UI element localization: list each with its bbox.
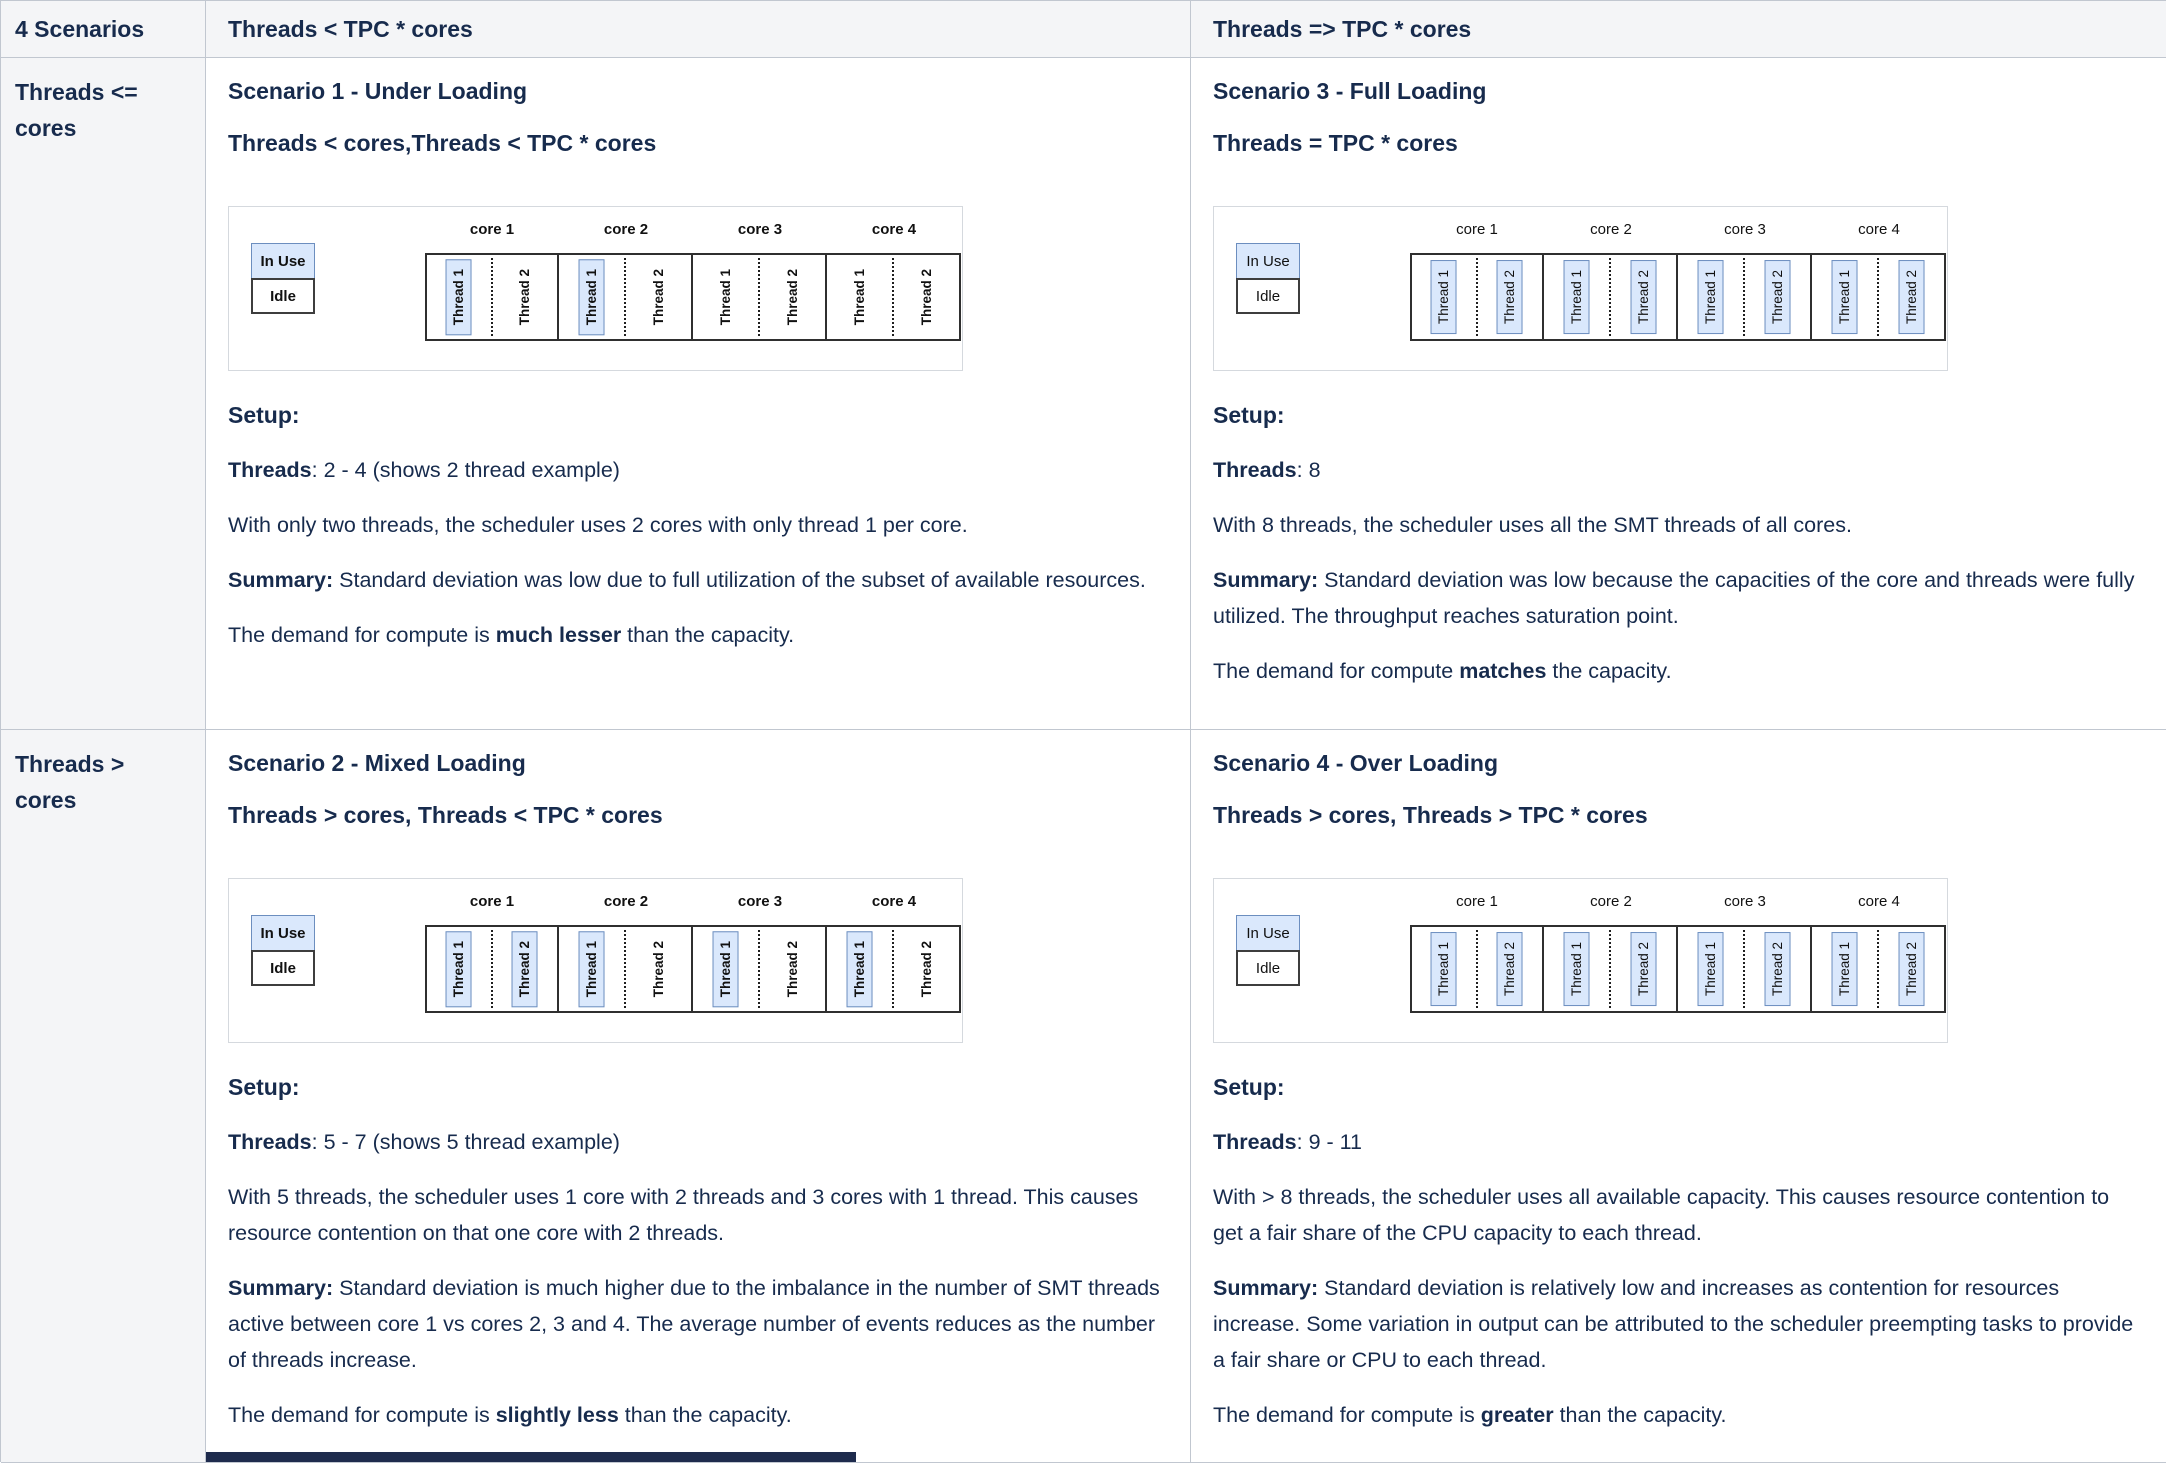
thread-in-use: Thread 2 [512,931,538,1007]
legend-idle: Idle [1236,950,1300,986]
summary-line [1213,562,2142,634]
demand-emphasis: slightly less [495,1403,619,1427]
core-label: core 4 [871,893,917,910]
thread-idle: Thread 2 [784,940,800,998]
core-box [1410,925,1544,1013]
core-column [1812,221,1946,341]
core-box [1410,253,1544,341]
core-label: core 3 [737,221,783,238]
core-label: core 2 [1590,893,1632,910]
thread-in-use: Thread 1 [579,931,605,1007]
legend-idle: Idle [251,950,315,986]
thread-in-use: Thread 1 [1431,932,1457,1006]
setup-label: Setup: [228,402,300,428]
core-box [1542,253,1678,341]
core-box [1542,925,1678,1013]
core-column [425,893,559,1013]
core-label: core 2 [603,893,649,910]
core-column [693,893,827,1013]
thread-idle: Thread 2 [918,268,934,326]
thread-in-use: Thread 1 [1431,260,1457,334]
threads-label: Threads [1213,1130,1297,1154]
diagram-legend [1236,243,1300,314]
core-box [557,253,693,341]
core-box [425,253,559,341]
core-label: core 1 [469,221,515,238]
table-header-scenarios: 4 Scenarios [1,1,206,58]
diagram-legend [251,243,315,314]
setup-label: Setup: [1213,402,1285,428]
thread-idle: Thread 2 [650,940,666,998]
core-column [1678,893,1812,1013]
summary-line [228,562,1166,598]
diagram-legend [1236,915,1300,986]
thread-in-use: Thread 1 [579,259,605,335]
core-label: core 3 [1724,893,1766,910]
threads-value: : 9 - 11 [1296,1130,1362,1154]
scenario-description: With > 8 threads, the scheduler uses all available capacity. This causes resource contention to get a fair share of the CPU capacity to each thread. [1213,1185,2110,1245]
scenario-description: With only two threads, the scheduler uses 2 cores with only thread 1 per core. [228,513,968,537]
summary-label: Summary: [228,568,334,592]
core-column [693,221,827,341]
core-column [1410,893,1544,1013]
threads-line [228,452,1166,488]
threads-line [228,1124,1166,1160]
core-label: core 2 [1590,221,1632,238]
core-box [1810,253,1946,341]
thread-in-use: Thread 1 [1698,932,1724,1006]
setup-label: Setup: [1213,1074,1285,1100]
core-box [691,253,827,341]
core-column [1410,221,1544,341]
threads-value: : 2 - 4 (shows 2 thread example) [311,458,620,482]
demand-line: The demand for compute is much lesser than the capacity. [228,623,795,647]
core-column [827,221,961,341]
core-box [1676,253,1812,341]
core-column [559,221,693,341]
thread-in-use: Thread 1 [847,931,873,1007]
thread-in-use: Thread 2 [1497,932,1523,1006]
cores-row [1410,893,1946,1013]
thread-in-use: Thread 1 [1832,932,1858,1006]
summary-text: Standard deviation was low because the capacities of the core and threads were fully utilized. The throughput reaches saturation point. [1213,568,2135,628]
summary-line [1213,1270,2142,1378]
threads-value: : 8 [1296,458,1321,482]
table-header-threads-ge: Threads => TPC * cores [1191,1,2166,58]
thread-in-use: Thread 1 [446,259,472,335]
scenario-3-cell [1191,58,2166,730]
summary-line [228,1270,1166,1378]
core-column [425,221,559,341]
core-box [691,925,827,1013]
core-label: core 4 [871,221,917,238]
core-column [827,893,961,1013]
thread-in-use: Thread 2 [1899,260,1925,334]
thread-idle: Thread 1 [851,268,867,326]
demand-line: The demand for compute is slightly less than the capacity. [228,1403,792,1427]
core-label: core 2 [603,221,649,238]
scenario-description: With 8 threads, the scheduler uses all the SMT threads of all cores. [1213,513,1852,537]
demand-emphasis: matches [1459,659,1547,683]
core-box [825,925,961,1013]
summary-label: Summary: [1213,1276,1319,1300]
thread-idle: Thread 2 [918,940,934,998]
core-label: core 4 [1858,221,1900,238]
thread-in-use: Thread 1 [1832,260,1858,334]
threads-line [1213,1124,2142,1160]
scenario-2-cell [206,730,1191,1463]
scenario-1-cell [206,58,1191,730]
legend-in-use: In Use [251,243,315,279]
thread-in-use: Thread 2 [1899,932,1925,1006]
core-label: core 1 [1456,893,1498,910]
core-box [1676,925,1812,1013]
summary-text: Standard deviation is relatively low and increases as contention for resources increase. Some variation in output can be attributed to the scheduler preempting tasks to provide a fair share or CPU to each thread. [1213,1276,2134,1372]
cores-row [1410,221,1946,341]
smt-thread-diagram-3 [1213,206,1948,371]
demand-emphasis: much lesser [495,623,622,647]
setup-label: Setup: [228,1074,300,1100]
thread-in-use: Thread 2 [1631,932,1657,1006]
summary-label: Summary: [1213,568,1319,592]
scenario-4-cell [1191,730,2166,1463]
summary-text: Standard deviation is much higher due to the imbalance in the number of SMT threads active between core 1 vs cores 2, 3 and 4. The average number of events reduces as the number of threads increase. [228,1276,1160,1372]
core-column [559,893,693,1013]
demand-line: The demand for compute matches the capacity. [1213,659,1672,683]
thread-in-use: Thread 2 [1497,260,1523,334]
thread-idle: Thread 2 [650,268,666,326]
thread-in-use: Thread 2 [1631,260,1657,334]
legend-idle: Idle [251,278,315,314]
threads-label: Threads [1213,458,1297,482]
scenario-2-title: Scenario 2 - Mixed Loading [228,750,526,776]
legend-in-use: In Use [251,915,315,951]
thread-in-use: Thread 2 [1765,260,1791,334]
diagram-legend [251,915,315,986]
threads-label: Threads [228,458,312,482]
core-column [1544,893,1678,1013]
demand-emphasis: greater [1480,1403,1554,1427]
threads-value: : 5 - 7 (shows 5 thread example) [311,1130,620,1154]
scenario-4-title: Scenario 4 - Over Loading [1213,750,1499,776]
threads-line [1213,452,2142,488]
core-label: core 4 [1858,893,1900,910]
core-column [1678,221,1812,341]
core-label: core 1 [469,893,515,910]
scenario-4-condition: Threads > cores, Threads > TPC * cores [1213,802,1648,828]
demand-line: The demand for compute is greater than the capacity. [1213,1403,1727,1427]
scenario-1-condition: Threads < cores,Threads < TPC * cores [228,130,657,156]
core-label: core 3 [1724,221,1766,238]
threads-label: Threads [228,1130,312,1154]
core-column [1544,221,1678,341]
thread-idle: Thread 2 [517,268,533,326]
thread-idle: Thread 1 [717,268,733,326]
thread-in-use: Thread 1 [1564,260,1590,334]
core-box [1810,925,1946,1013]
summary-text: Standard deviation was low due to full utilization of the subset of available resources. [333,568,1146,592]
scenario-3-condition: Threads = TPC * cores [1213,130,1458,156]
cut-off-next-block [206,1452,856,1462]
scenario-2-condition: Threads > cores, Threads < TPC * cores [228,802,663,828]
thread-in-use: Thread 1 [1698,260,1724,334]
core-box [557,925,693,1013]
scenario-1-title: Scenario 1 - Under Loading [228,78,528,104]
core-label: core 3 [737,893,783,910]
row-label-threads-gt-cores: Threads > cores [1,730,206,1463]
scenario-3-title: Scenario 3 - Full Loading [1213,78,1487,104]
thread-in-use: Thread 1 [446,931,472,1007]
table-header-threads-lt: Threads < TPC * cores [206,1,1191,58]
scenario-description: With 5 threads, the scheduler uses 1 core with 2 threads and 3 cores with 1 thread. This causes resource contention on that one core with 2 threads. [228,1185,1139,1245]
thread-in-use: Thread 1 [1564,932,1590,1006]
legend-in-use: In Use [1236,915,1300,951]
cores-row [425,893,961,1013]
thread-idle: Thread 2 [784,268,800,326]
smt-thread-diagram-1 [228,206,963,371]
cores-row [425,221,961,341]
core-box [825,253,961,341]
thread-in-use: Thread 2 [1765,932,1791,1006]
thread-in-use: Thread 1 [713,931,739,1007]
summary-label: Summary: [228,1276,334,1300]
smt-thread-diagram-4 [1213,878,1948,1043]
core-label: core 1 [1456,221,1498,238]
row-label-threads-le-cores: Threads <= cores [1,58,206,730]
core-box [425,925,559,1013]
legend-idle: Idle [1236,278,1300,314]
core-column [1812,893,1946,1013]
legend-in-use: In Use [1236,243,1300,279]
smt-thread-diagram-2 [228,878,963,1043]
